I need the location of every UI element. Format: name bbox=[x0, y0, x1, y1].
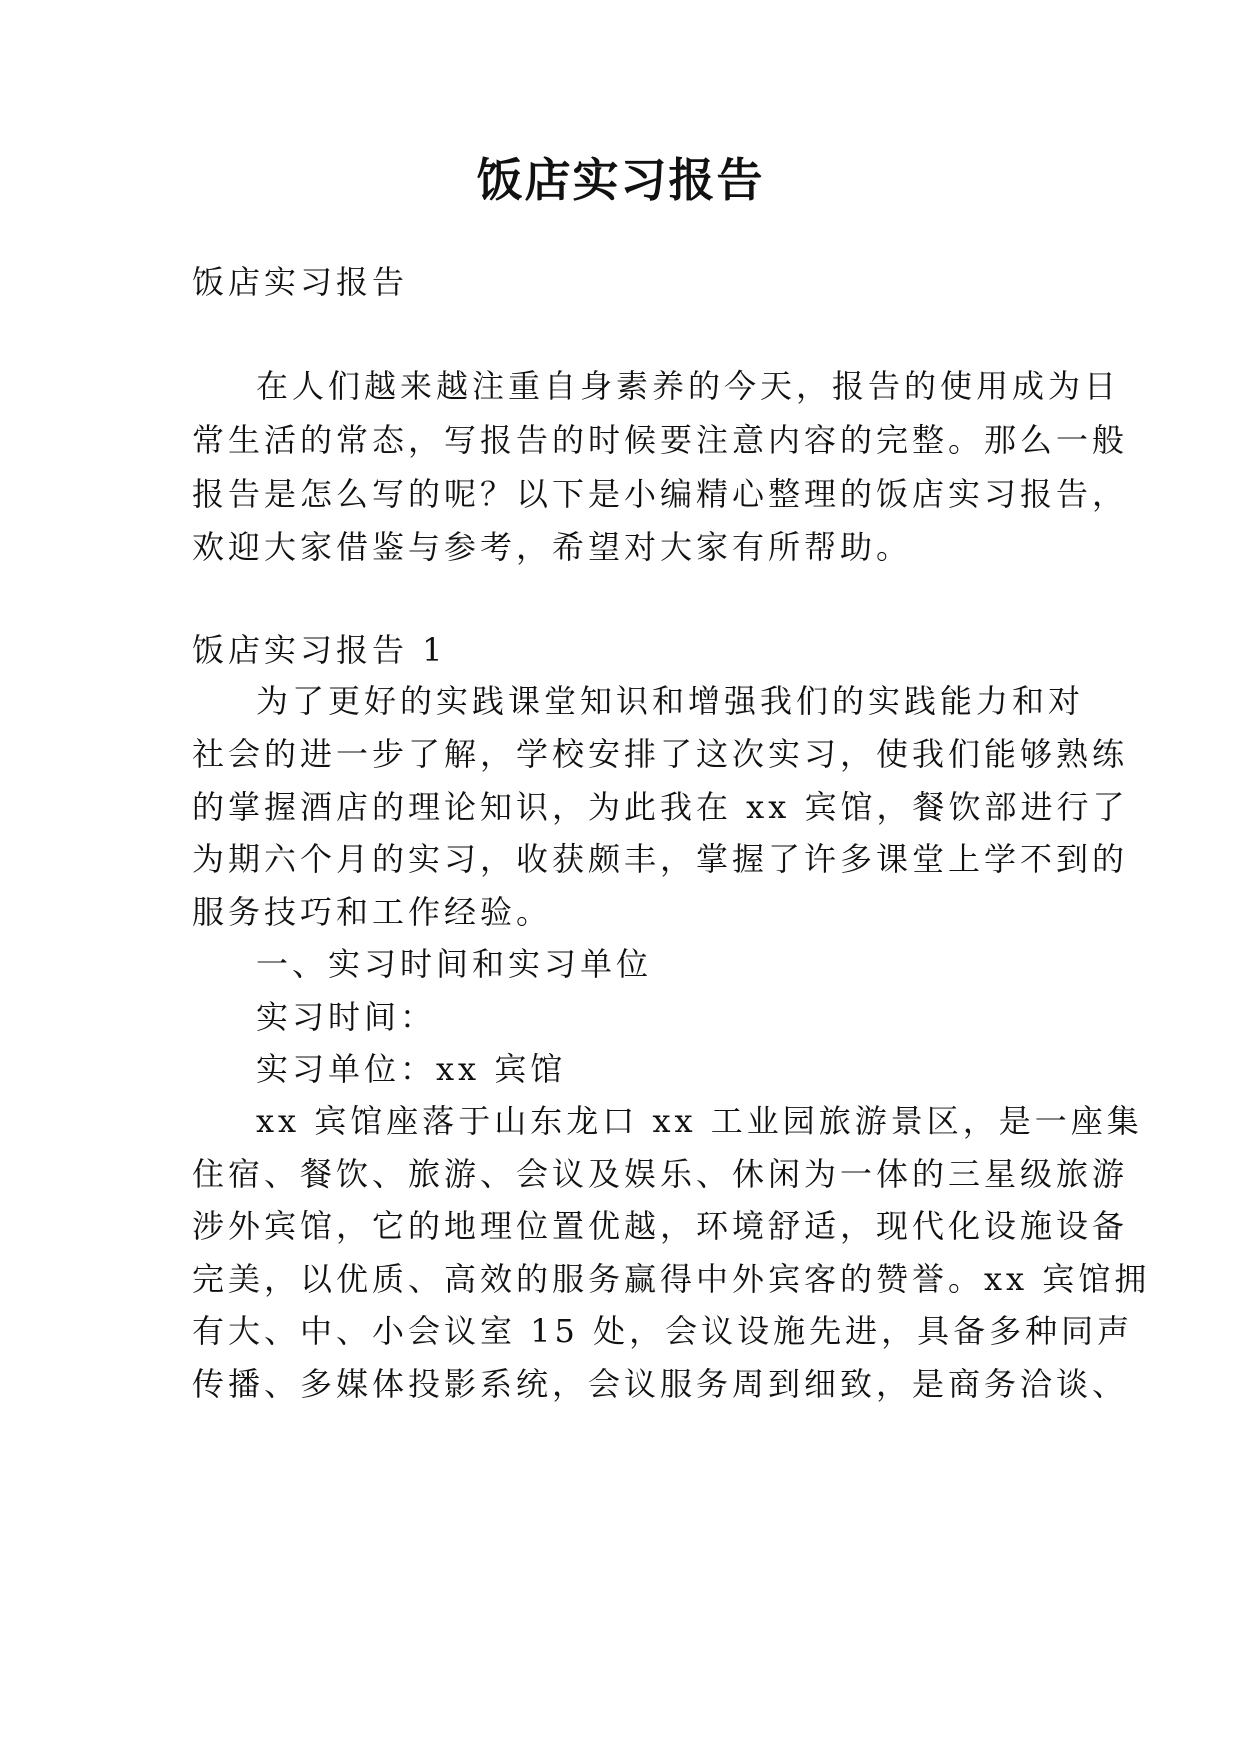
intro-line: 欢迎大家借鉴与参考，希望对大家有所帮助。 bbox=[192, 528, 913, 566]
body-line: 完美，以优质、高效的服务赢得中外宾客的赞誉。xx 宾馆拥 bbox=[192, 1260, 1151, 1298]
body-line: 实习时间： bbox=[256, 998, 437, 1036]
intro-line: 常生活的常态，写报告的时候要注意内容的完整。那么一般 bbox=[192, 421, 1129, 459]
section-heading: 饭店实习报告 1 bbox=[192, 631, 447, 669]
body-line: 服务技巧和工作经验。 bbox=[192, 893, 553, 931]
body-line: 为了更好的实践课堂知识和增强我们的实践能力和对 bbox=[256, 682, 1085, 720]
body-line: 一、实习时间和实习单位 bbox=[256, 945, 653, 983]
body-line: 有大、中、小会议室 15 处，会议设施先进，具备多种同声 bbox=[192, 1312, 1134, 1350]
intro-line: 报告是怎么写的呢？以下是小编精心整理的饭店实习报告， bbox=[192, 475, 1129, 513]
body-line: 为期六个月的实习，收获颇丰，掌握了许多课堂上学不到的 bbox=[192, 840, 1129, 878]
body-line: 的掌握酒店的理论知识，为此我在 xx 宾馆，餐饮部进行了 bbox=[192, 788, 1129, 826]
document-subtitle: 饭店实习报告 bbox=[192, 263, 409, 301]
body-line: 实习单位：xx 宾馆 bbox=[256, 1050, 567, 1088]
body-line: 涉外宾馆，它的地理位置优越，环境舒适，现代化设施设备 bbox=[192, 1207, 1129, 1245]
document-title: 饭店实习报告 bbox=[476, 153, 765, 207]
body-line: 社会的进一步了解，学校安排了这次实习，使我们能够熟练 bbox=[192, 735, 1129, 773]
body-line: xx 宾馆座落于山东龙口 xx 工业园旅游景区，是一座集 bbox=[256, 1102, 1143, 1140]
body-line: 传播、多媒体投影系统，会议服务周到细致，是商务洽谈、 bbox=[192, 1365, 1129, 1403]
body-line: 住宿、餐饮、旅游、会议及娱乐、休闲为一体的三星级旅游 bbox=[192, 1155, 1129, 1193]
intro-line: 在人们越来越注重自身素养的今天，报告的使用成为日 bbox=[256, 367, 1121, 405]
